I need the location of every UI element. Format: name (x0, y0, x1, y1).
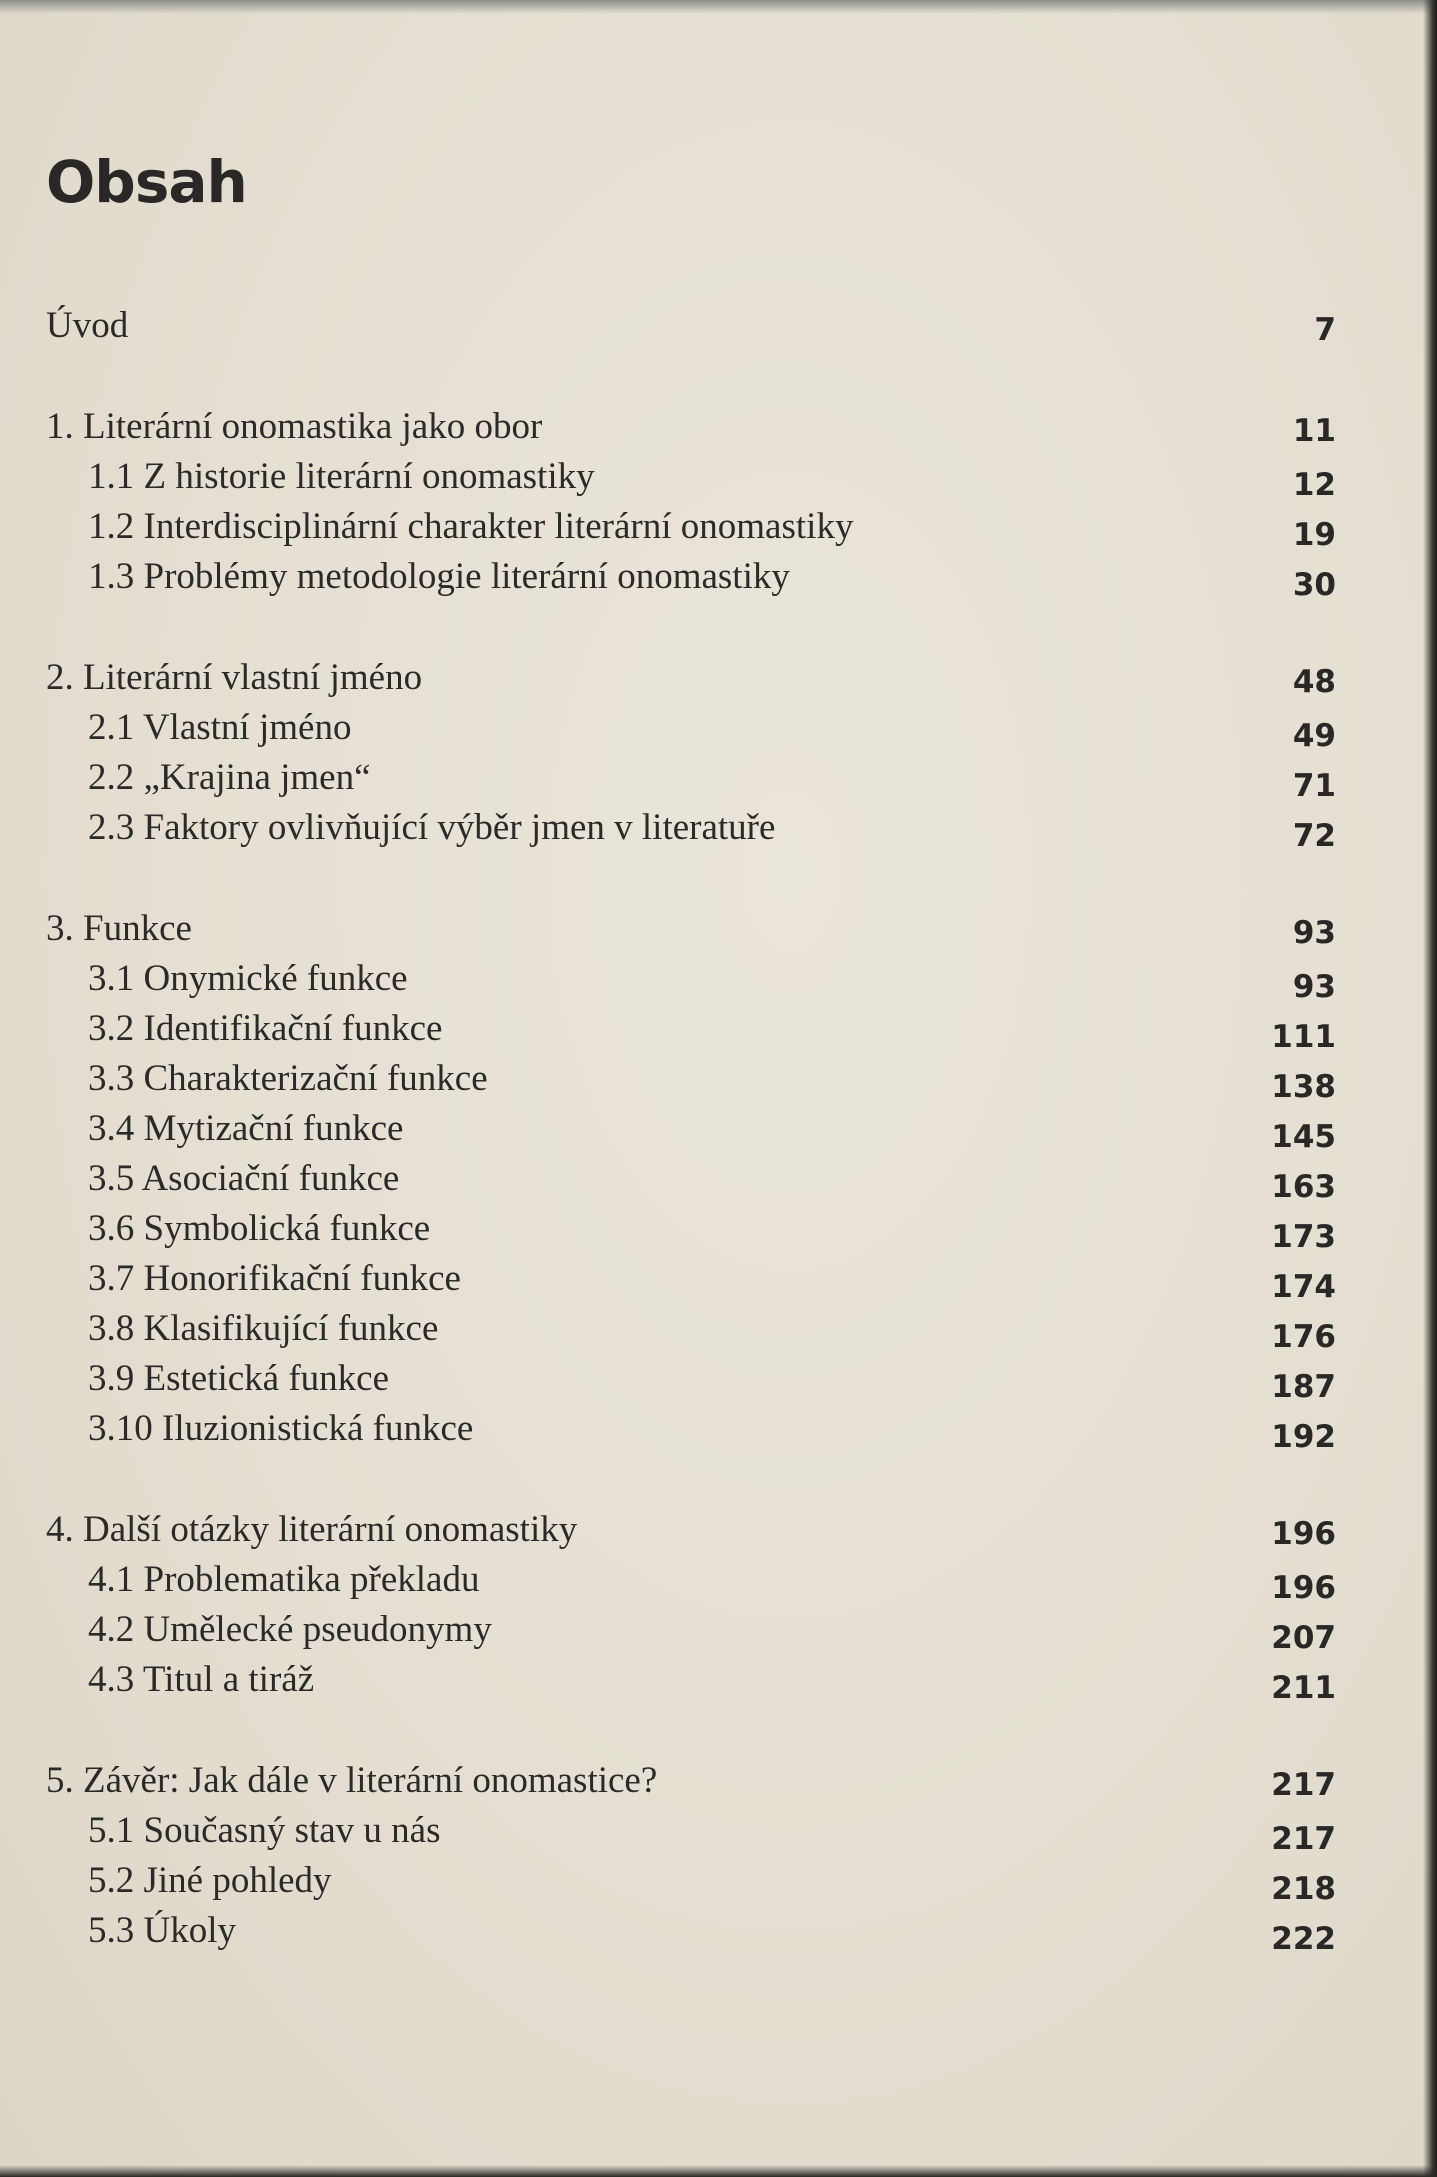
toc-entry-page: 93 (1292, 969, 1336, 1005)
toc-section-2-3 (46, 802, 1336, 852)
toc-entry-label: 3.6 Symbolická funkce (88, 1208, 431, 1249)
toc-entry-label: 1.3 Problémy metodologie literární onomastiky (88, 556, 790, 597)
toc-entry-label: 5.3 Úkoly (88, 1910, 236, 1951)
toc-entry-page: 207 (1271, 1620, 1336, 1656)
toc-entry-label: 3.7 Honorifikační funkce (88, 1258, 461, 1299)
page-bottom-edge (0, 2165, 1437, 2177)
toc-entry-page: 7 (1314, 312, 1336, 348)
toc-chapter-4 (46, 1504, 1336, 1554)
toc-entry-label: 3.8 Klasifikující funkce (88, 1308, 439, 1349)
toc-entry-page: 12 (1292, 467, 1336, 503)
toc-entry-label: 3. Funkce (46, 908, 192, 949)
toc-entry-label: 3.1 Onymické funkce (88, 958, 408, 999)
page-title: Obsah (46, 148, 247, 216)
toc-entry-label: 4.3 Titul a tiráž (88, 1659, 315, 1700)
toc-section-3-4 (46, 1103, 1336, 1153)
toc-section-1-2 (46, 501, 1336, 551)
toc-entry-label: 2.3 Faktory ovlivňující výběr jmen v literatuře (88, 807, 776, 848)
toc-entry-label: 5.2 Jiné pohledy (88, 1860, 332, 1901)
toc-section-3-9 (46, 1353, 1336, 1403)
toc-entry-uvod (46, 300, 1336, 350)
toc-entry-label: 3.9 Estetická funkce (88, 1358, 390, 1399)
toc-entry-label: 3.5 Asociační funkce (88, 1158, 400, 1199)
toc-section-3-6 (46, 1203, 1336, 1253)
toc-entry-page: 145 (1271, 1119, 1336, 1155)
toc-entry-page: 187 (1271, 1369, 1336, 1405)
toc-entry-label: 3.4 Mytizační funkce (88, 1108, 404, 1149)
toc-section-3-2 (46, 1003, 1336, 1053)
toc-section-3-7 (46, 1253, 1336, 1303)
toc-section-4-3 (46, 1654, 1336, 1704)
toc-section-1-1 (46, 451, 1336, 501)
toc-entry-page: 19 (1292, 517, 1336, 553)
toc-entry-page: 93 (1292, 915, 1336, 951)
toc-entry-label: 4.1 Problematika překladu (88, 1559, 480, 1600)
table-of-contents (46, 300, 1336, 1955)
toc-chapter-2 (46, 652, 1336, 702)
toc-entry-page: 196 (1271, 1516, 1336, 1552)
toc-entry-label: 5. Závěr: Jak dále v literární onomastice? (46, 1760, 658, 1801)
toc-entry-page: 49 (1292, 718, 1336, 754)
toc-entry-page: 196 (1271, 1570, 1336, 1606)
toc-section-5-2 (46, 1855, 1336, 1905)
toc-section-5-1 (46, 1805, 1336, 1855)
toc-section-5-3 (46, 1905, 1336, 1955)
toc-entry-label: 5.1 Současný stav u nás (88, 1810, 441, 1851)
toc-section-2-2 (46, 752, 1336, 802)
toc-entry-label: 2. Literární vlastní jméno (46, 657, 423, 698)
toc-entry-page: 222 (1271, 1921, 1336, 1957)
toc-chapter-1 (46, 401, 1336, 451)
toc-section-1-3 (46, 551, 1336, 601)
toc-section-3-10 (46, 1403, 1336, 1453)
toc-entry-label: 3.2 Identifikační funkce (88, 1008, 443, 1049)
toc-section-4-2 (46, 1604, 1336, 1654)
toc-entry-page: 176 (1271, 1319, 1336, 1355)
toc-chapter-3 (46, 903, 1336, 953)
toc-section-4-1 (46, 1554, 1336, 1604)
page-right-edge (1423, 0, 1437, 2177)
toc-entry-label: 4.2 Umělecké pseudonymy (88, 1609, 492, 1650)
toc-entry-page: 217 (1271, 1821, 1336, 1857)
toc-entry-page: 217 (1271, 1767, 1336, 1803)
page-top-shadow (0, 0, 1437, 14)
toc-section-3-3 (46, 1053, 1336, 1103)
toc-entry-label: 2.2 „Krajina jmen“ (88, 757, 371, 798)
toc-entry-label: 3.3 Charakterizační funkce (88, 1058, 488, 1099)
toc-entry-page: 138 (1271, 1069, 1336, 1105)
toc-entry-page: 48 (1292, 664, 1336, 700)
toc-entry-page: 71 (1292, 768, 1336, 804)
toc-entry-label: 3.10 Iluzionistická funkce (88, 1408, 474, 1449)
toc-entry-label: 2.1 Vlastní jméno (88, 707, 352, 748)
toc-section-3-5 (46, 1153, 1336, 1203)
toc-entry-label: 1.1 Z historie literární onomastiky (88, 456, 595, 497)
toc-entry-page: 72 (1292, 818, 1336, 854)
toc-entry-page: 111 (1271, 1019, 1336, 1055)
toc-entry-label: 4. Další otázky literární onomastiky (46, 1509, 578, 1550)
toc-section-3-8 (46, 1303, 1336, 1353)
toc-entry-label: Úvod (46, 305, 129, 346)
toc-entry-page: 192 (1271, 1419, 1336, 1455)
toc-entry-label: 1.2 Interdisciplinární charakter literární onomastiky (88, 506, 854, 547)
toc-section-3-1 (46, 953, 1336, 1003)
toc-entry-page: 173 (1271, 1219, 1336, 1255)
toc-section-2-1 (46, 702, 1336, 752)
toc-entry-page: 211 (1271, 1670, 1336, 1706)
toc-chapter-5 (46, 1755, 1336, 1805)
toc-entry-page: 11 (1292, 413, 1336, 449)
toc-entry-page: 218 (1271, 1871, 1336, 1907)
toc-entry-label: 1. Literární onomastika jako obor (46, 406, 543, 447)
toc-entry-page: 30 (1292, 567, 1336, 603)
toc-entry-page: 163 (1271, 1169, 1336, 1205)
toc-entry-page: 174 (1271, 1269, 1336, 1305)
